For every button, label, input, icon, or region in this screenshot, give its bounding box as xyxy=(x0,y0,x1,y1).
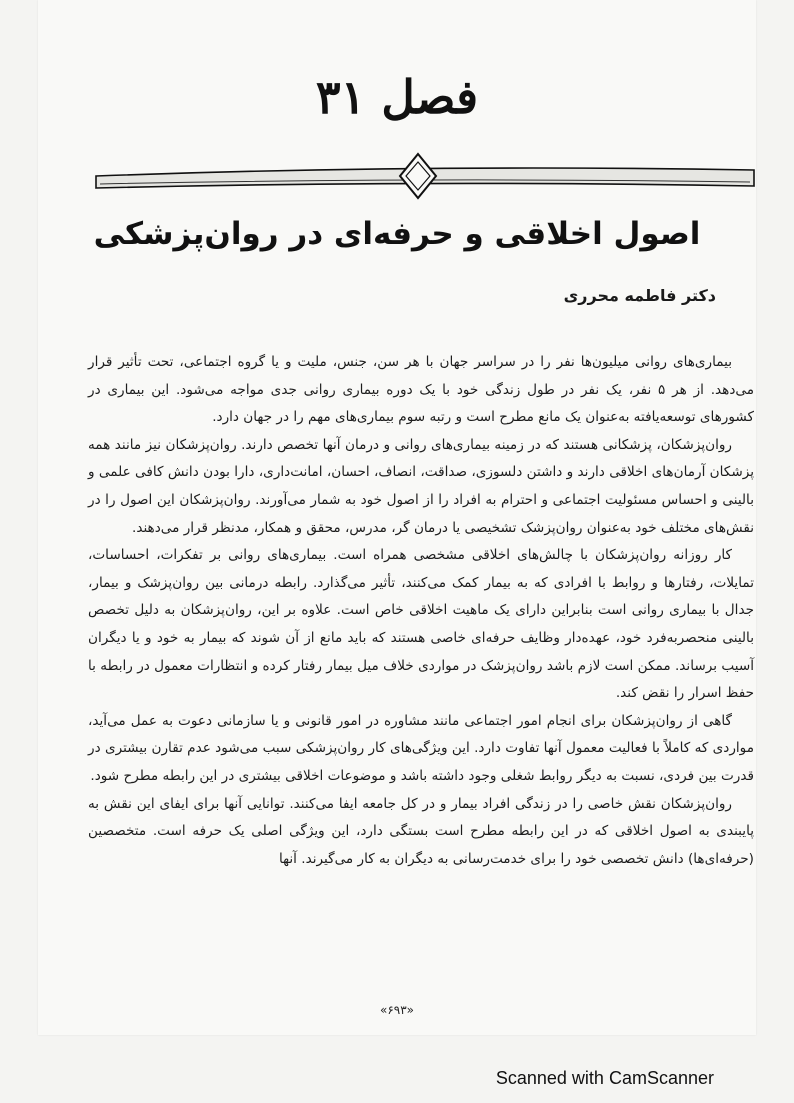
chapter-title: فصل ۳۱ xyxy=(315,70,479,124)
author-name: دکتر فاطمه محرری xyxy=(563,286,716,305)
decorative-divider xyxy=(92,150,758,200)
paragraph: روان‌پزشکان، پزشکانی هستند که در زمینه بیماری‌های روانی و درمان آنها تخصص دارند. روان‌پزشکان نیز مانند همه پزشکان آرمان‌های اخلاقی دارند و داشتن دلسوزی، صداقت، انصاف، احسان، امانت‌داری، دارا بودن دانش کافی علمی و بالینی و احساس مسئولیت اجتماعی و احترام به افراد را از اصول خود به شمار می‌آورند. روان‌پزشکان این اصول را در نقش‌های مختلف خود به‌عنوان روان‌پزشک تشخیصی یا درمان گر، مدرس، محقق و همکار، مدنظر قرار می‌دهند. xyxy=(88,436,754,536)
paragraph: کار روزانه روان‌پزشکان با چالش‌های اخلاقی مشخصی همراه است. بیماری‌های روانی بر تفکرات، احساسات، تمایلات، رفتارها و روابط با افرادی که به بیمار کمک می‌کنند، تأثیر می‌گذارد. رابطه درمانی بین روان‌پزشک و بیمار، جدال با بیماری روانی است بنابراین دارای یک ماهیت اخلاقی خاص است. علاوه بر این، روان‌پزشکان به دلیل تخصص بالینی منحصربه‌فرد خود، عهده‌دار وظایف حرفه‌ای خاصی هستند که باید مانع از آن شوند که بیمار به خود و یا دیگران آسیب برساند. ممکن است لازم باشد روان‌پزشک در مواردی خلاف میل بیمار رفتار کرده و انتظارات معمول در رابطه با حفظ اسرار را نقض کند. xyxy=(88,547,754,702)
scanner-watermark: Scanned with CamScanner xyxy=(495,1068,714,1088)
paragraph: روان‌پزشکان نقش خاصی را در زندگی افراد بیمار و در کل جامعه ایفا می‌کنند. توانایی آنها برای ایفای این نقش به پایبندی به اصول اخلاقی که در این رابطه مطرح است بستگی دارد، این ویژگی اصلی یک حرفه است. متخصصین (حرفه‌ای‌ها) دانش تخصصی خود را برای خدمت‌رسانی به دیگران به کار می‌گیرند. آنها xyxy=(88,795,754,867)
paragraph: بیماری‌های روانی میلیون‌ها نفر را در سراسر جهان با هر سن، جنس، ملیت و یا گروه اجتماعی، تحت تأثیر قرار می‌دهد. از هر ۵ نفر، یک نفر در طول زندگی خود با یک دوره بیماری روانی جدی مواجه می‌شود. این بیماری در کشورهای توسعه‌یافته به‌عنوان یک مانع مطرح است و رتبه سوم بیماری‌های مهم را در جهان دارد. xyxy=(88,354,754,426)
paragraph: گاهی از روان‌پزشکان برای انجام امور اجتماعی مانند مشاوره در امور قانونی و یا سازمانی دعوت به عمل می‌آید، مواردی که کاملاً با فعالیت معمول آنها تفاوت دارد. این ویژگی‌های کار روان‌پزشکی سبب می‌شود عدم تقارن بیشتری در قدرت بین فردی، نسبت به دیگر روابط شغلی وجود داشته باشد و موضوعات اخلاقی بیشتری در این رابطه مطرح شود. xyxy=(88,712,754,784)
page-number: «۶۹۳» xyxy=(379,1003,415,1017)
book-page xyxy=(38,0,756,1035)
chapter-heading: اصول اخلاقی و حرفه‌ای در روان‌پزشکی xyxy=(93,216,701,252)
body-text xyxy=(88,349,754,873)
